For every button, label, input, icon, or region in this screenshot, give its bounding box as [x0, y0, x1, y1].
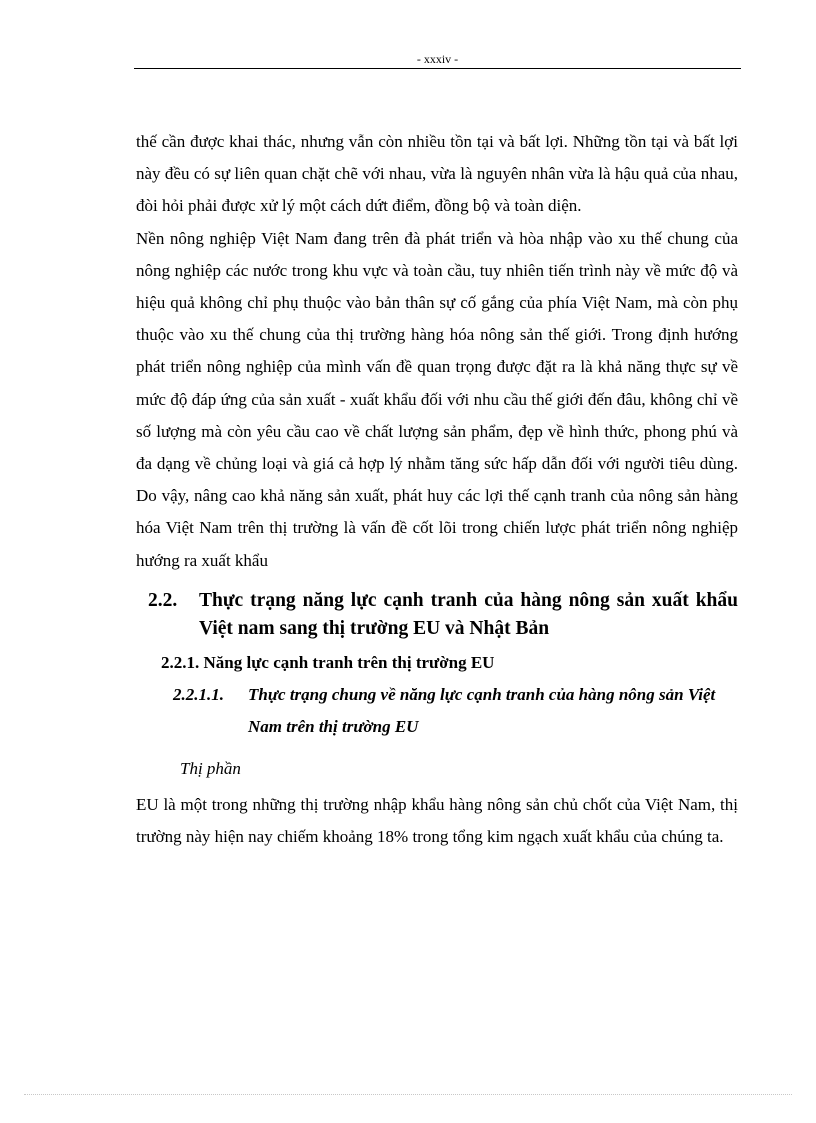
page-content: [136, 126, 738, 853]
page-bottom-divider: [24, 1094, 792, 1095]
subheading-thi-phan: Thị phần: [180, 758, 241, 778]
paragraph-3: EU là một trong những thị trường nhập khẩu hàng nông sản chủ chốt của Việt Nam, thị trường này hiện nay chiếm khoảng 18% trong tổng kim ngạch xuất khẩu của chúng ta.: [136, 794, 738, 847]
page-header: [134, 50, 741, 69]
section-heading-2-2-1-1: [173, 679, 738, 743]
page-number: - xxxiv -: [416, 52, 459, 66]
subsection-number: 2.2.1.1.: [173, 684, 224, 704]
section-heading-2-2: [148, 587, 738, 643]
section-number: 2.2.: [148, 589, 178, 611]
section-heading-2-2-1: 2.2.1. Năng lực cạnh tranh trên thị trường EU: [161, 652, 495, 672]
paragraph-2: Nền nông nghiệp Việt Nam đang trên đà phát triển và hòa nhập vào xu thế chung của nông nghiệp các nước trong khu vực và toàn cầu, tuy nhiên tiến trình này về mức độ và hiệu quả không chỉ phụ thuộc vào bản thân sự cố gắng của phía Việt Nam, mà còn phụ thuộc vào xu thế chung của thị trường hàng hóa nông sản thế giới. Trong định hướng phát triển nông nghiệp của mình vấn đề quan trọng được đặt ra là khả năng thực sự về mức độ đáp ứng của sản xuất - xuất khẩu đối với nhu cầu thế giới đến đâu, không chỉ về số lượng mà còn yêu cầu cao về chất lượng sản phẩm, đẹp về hình thức, phong phú và đa dạng về chủng loại và giá cả hợp lý nhằm tăng sức hấp dẫn đối với người tiêu dùng. Do vậy, nâng cao khả năng sản xuất, phát huy các lợi thế cạnh tranh của nông sản hàng hóa Việt Nam trên thị trường là vấn đề cốt lõi trong chiến lược phát triển nông nghiệp hướng ra xuất khẩu: [136, 228, 738, 570]
subsection-title: Thực trạng chung về năng lực cạnh tranh của hàng nông sản Việt Nam trên thị trường EU: [248, 684, 716, 736]
paragraph-1: thế cần được khai thác, nhưng vẫn còn nhiều tồn tại và bất lợi. Những tồn tại và bất lợi này đều có sự liên quan chặt chẽ với nhau, vừa là nguyên nhân vừa là hậu quả của nhau, đòi hỏi phải được xử lý một cách dứt điểm, đồng bộ và toàn diện.: [136, 132, 738, 216]
section-title: Thực trạng năng lực cạnh tranh của hàng nông sản xuất khẩu Việt nam sang thị trường EU và Nhật Bản: [199, 589, 738, 639]
